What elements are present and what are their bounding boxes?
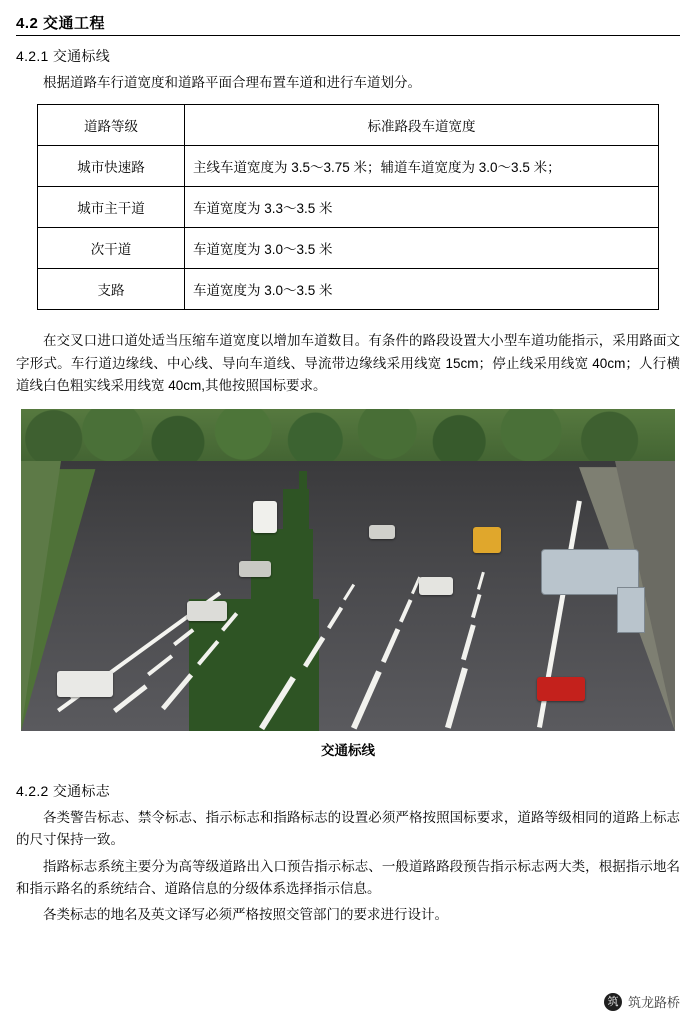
car-white-left-front [57, 671, 113, 697]
median-mid [283, 489, 309, 529]
paragraph-3-422: 各类标志的地名及英文译写必须严格按照交管部门的要求进行设计。 [43, 907, 448, 923]
table-row [38, 228, 659, 269]
left-shoulder [21, 461, 61, 731]
title-rule [16, 35, 680, 36]
table-cell-grade: 支路 [38, 269, 185, 310]
car-right-mid [419, 577, 453, 595]
figure-caption: 交通标线 [321, 743, 375, 759]
station-sign-board [617, 587, 645, 633]
table-header-cell-grade: 道路等级 [38, 105, 185, 146]
median-far [299, 471, 307, 489]
car-left-far [239, 561, 271, 577]
table-cell-grade: 城市主干道 [38, 187, 185, 228]
paragraph-2-422: 指路标志系统主要分为高等级道路出入口预告指示标志、一般道路路段预告指示标志两大类，根据指示地名和指示路名的系统结合、道路信息的分级体系选择指示信息。 [16, 858, 680, 896]
car-right-far [369, 525, 395, 539]
table-cell-grade: 城市快速路 [38, 146, 185, 187]
lane-width-table [37, 104, 659, 310]
figure-block [21, 409, 675, 759]
document-page [0, 12, 696, 1019]
bus-left-far [253, 501, 277, 533]
table-row [38, 269, 659, 310]
bus-right-far [473, 527, 501, 553]
table-header-row [38, 105, 659, 146]
table-row [38, 187, 659, 228]
paragraph-1-422: 各类警告标志、禁令标志、指示标志和指路标志的设置必须严格按照国标要求，道路等级相同的道路上标志的尺寸保持一致。 [16, 810, 680, 848]
brand-logo-icon: 筑 [604, 993, 622, 1011]
car-red-right-front [537, 677, 585, 701]
table-header-cell-width: 标准路段车道宽度 [185, 105, 659, 146]
table-cell-width: 车道宽度为 3.0～3.5 米 [185, 269, 659, 310]
car-white-left-mid [187, 601, 227, 621]
subsection-title-421: 4.2.1 交通标线 [16, 48, 111, 64]
paragraph-intro-421: 根据道路车行道宽度和道路平面合理布置车道和进行车道划分。 [43, 75, 421, 90]
urban-road-marking-photo [21, 409, 675, 731]
page-title: 4.2 交通工程 [16, 15, 106, 32]
brand-name: 筑龙路桥 [627, 995, 680, 1010]
table-cell-grade: 次干道 [38, 228, 185, 269]
table-cell-width: 车道宽度为 3.0～3.5 米 [185, 228, 659, 269]
paragraph-body-421: 在交叉口进口道处适当压缩车道宽度以增加车道数目。有条件的路段设置大小型车道功能指示，采用路面文字形式。车行道边缘线、中心线、导向车道线、导流带边缘线采用线宽 15cm；停止线采用线宽 40cm；人行横道线白色粗实线采用线宽 40cm,其他按照国标要求。 [16, 333, 680, 393]
table-cell-width: 车道宽度为 3.3～3.5 米 [185, 187, 659, 228]
watermark-badge [604, 992, 680, 1011]
subsection-title-422: 4.2.2 交通标志 [16, 783, 111, 800]
table-row [38, 146, 659, 187]
table-cell-width: 主线车道宽度为 3.5～3.75 米；辅道车道宽度为 3.0～3.5 米； [185, 146, 659, 187]
